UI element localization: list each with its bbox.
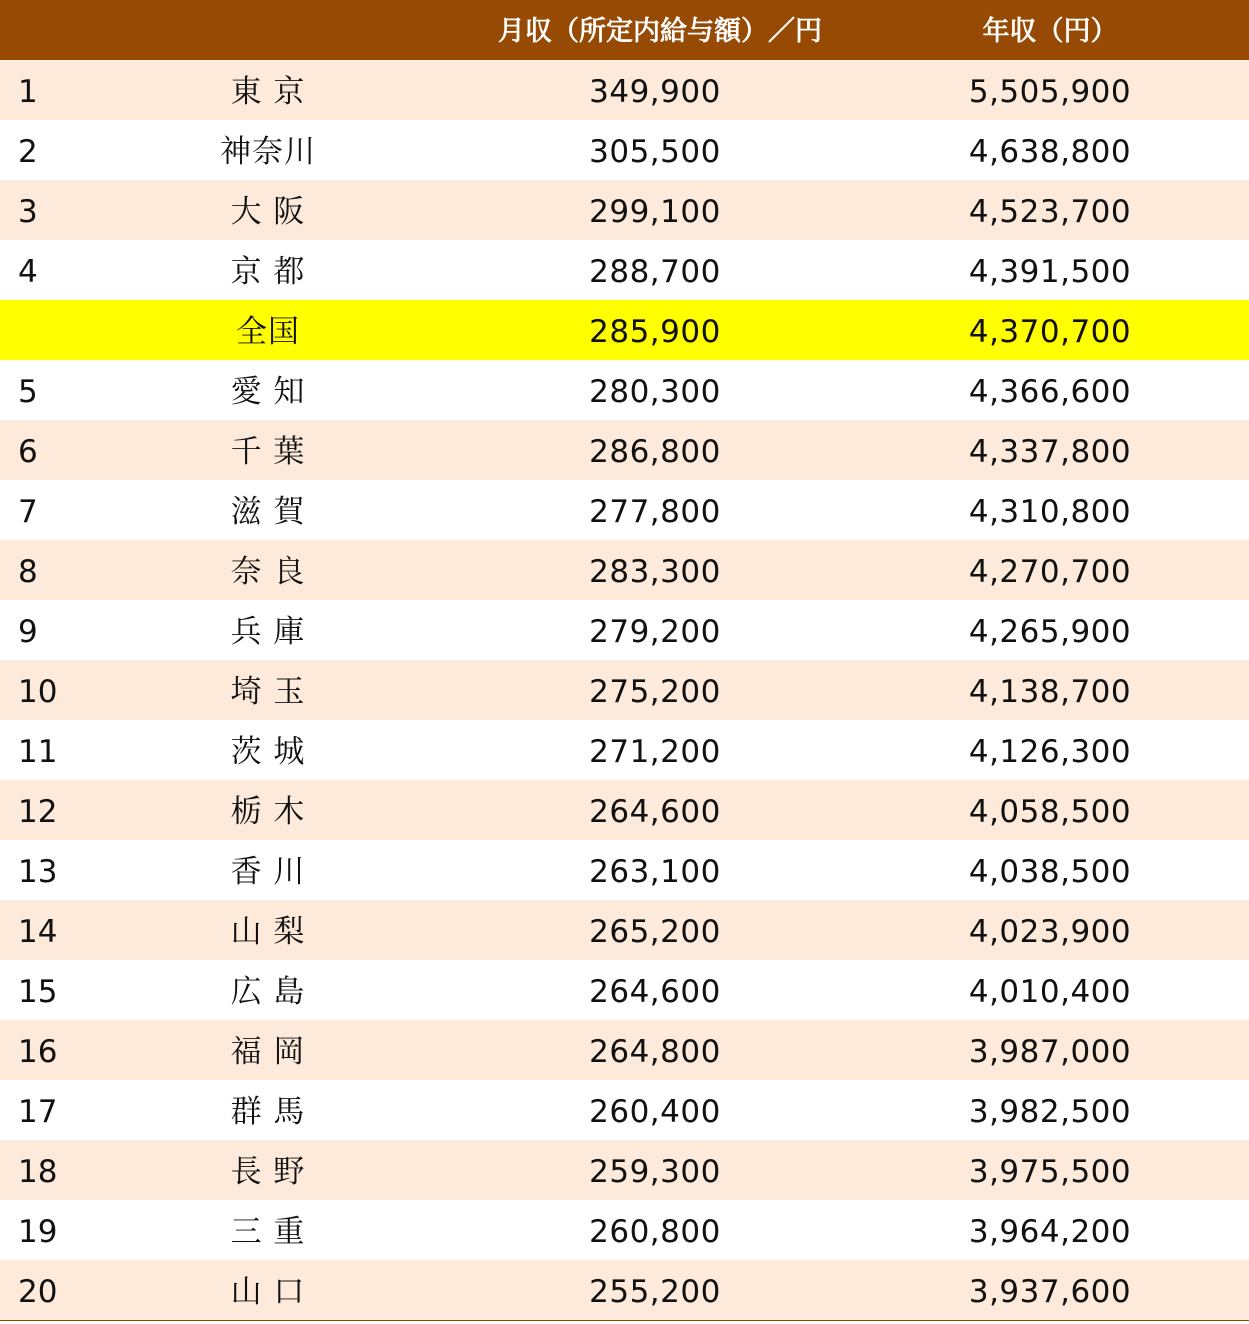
table-row (0, 120, 1249, 180)
rank-cell: 18 (18, 1154, 58, 1190)
prefecture-cell: 大 阪 (230, 194, 306, 230)
annual-income-cell: 4,023,900 (968, 914, 1132, 950)
monthly-income-cell: 286,800 (589, 434, 721, 470)
rank-cell: 6 (18, 434, 38, 470)
prefecture-cell: 埼 玉 (230, 674, 306, 710)
prefecture-cell: 長 野 (230, 1154, 306, 1190)
table-row (0, 840, 1249, 900)
annual-income-cell: 4,638,800 (968, 134, 1132, 170)
annual-income-cell: 5,505,900 (968, 74, 1132, 110)
table-row (0, 480, 1249, 540)
rank-cell: 5 (18, 374, 38, 410)
monthly-income-cell: 305,500 (589, 134, 721, 170)
annual-income-cell: 4,370,700 (968, 314, 1132, 350)
prefecture-cell: 奈 良 (230, 554, 306, 590)
rank-cell: 4 (18, 254, 38, 290)
table-row (0, 960, 1249, 1020)
table-row (0, 420, 1249, 480)
rank-cell: 3 (18, 194, 38, 230)
table-row-national-average (0, 300, 1249, 360)
prefecture-cell: 千 葉 (230, 434, 306, 470)
table-row (0, 720, 1249, 780)
annual-income-cell: 4,138,700 (968, 674, 1132, 710)
annual-income-cell: 3,937,600 (968, 1274, 1132, 1310)
rank-cell: 14 (18, 914, 58, 950)
rank-cell: 13 (18, 854, 58, 890)
rank-cell (18, 300, 98, 360)
monthly-income-cell: 259,300 (589, 1154, 721, 1190)
rank-cell: 7 (18, 494, 38, 530)
monthly-income-cell: 260,400 (589, 1094, 721, 1130)
rank-cell: 1 (18, 74, 38, 110)
table-row (0, 780, 1249, 840)
table-row (0, 60, 1249, 120)
prefecture-cell: 福 岡 (230, 1034, 306, 1070)
prefecture-cell: 山 梨 (230, 914, 306, 950)
rank-cell: 20 (18, 1274, 58, 1310)
monthly-income-cell: 299,100 (589, 194, 721, 230)
prefecture-cell: 群 馬 (230, 1094, 306, 1130)
prefecture-cell: 東 京 (230, 74, 306, 110)
prefecture-cell: 茨 城 (230, 734, 306, 770)
annual-income-cell: 4,523,700 (968, 194, 1132, 230)
table-row (0, 540, 1249, 600)
prefecture-cell: 京 都 (230, 254, 306, 290)
annual-income-cell: 4,058,500 (968, 794, 1132, 830)
annual-income-cell: 4,366,600 (968, 374, 1132, 410)
monthly-income-cell: 275,200 (589, 674, 721, 710)
monthly-income-cell: 349,900 (589, 74, 721, 110)
table-row (0, 1140, 1249, 1200)
monthly-income-cell: 277,800 (589, 494, 721, 530)
annual-income-cell: 3,964,200 (968, 1214, 1132, 1250)
table-row (0, 1260, 1249, 1320)
rank-cell: 19 (18, 1214, 58, 1250)
annual-income-cell: 3,975,500 (968, 1154, 1132, 1190)
rank-cell: 17 (18, 1094, 58, 1130)
table-row (0, 360, 1249, 420)
annual-income-cell: 3,982,500 (968, 1094, 1132, 1130)
prefecture-cell: 愛 知 (230, 374, 306, 410)
rank-cell: 9 (18, 614, 38, 650)
monthly-income-cell: 264,600 (589, 794, 721, 830)
rank-cell: 12 (18, 794, 58, 830)
table-row (0, 1200, 1249, 1260)
table-row (0, 240, 1249, 300)
annual-income-cell: 4,265,900 (968, 614, 1132, 650)
table-row (0, 660, 1249, 720)
rank-cell: 16 (18, 1034, 58, 1070)
header-annual-income: 年収（円） (982, 16, 1118, 47)
rank-cell: 11 (18, 734, 58, 770)
monthly-income-cell: 288,700 (589, 254, 721, 290)
prefecture-cell: 神奈川 (220, 134, 316, 170)
table-row (0, 1080, 1249, 1140)
prefecture-cell: 広 島 (230, 974, 306, 1010)
table-header (0, 0, 1249, 60)
monthly-income-cell: 283,300 (589, 554, 721, 590)
prefecture-cell: 滋 賀 (230, 494, 306, 530)
prefecture-cell: 香 川 (230, 854, 306, 890)
monthly-income-cell: 260,800 (589, 1214, 721, 1250)
table-body (0, 60, 1249, 1320)
rank-cell: 2 (18, 134, 38, 170)
table-row (0, 600, 1249, 660)
annual-income-cell: 4,337,800 (968, 434, 1132, 470)
prefecture-cell: 全国 (236, 314, 300, 350)
rank-cell: 8 (18, 554, 38, 590)
monthly-income-cell: 285,900 (589, 314, 721, 350)
monthly-income-cell: 271,200 (589, 734, 721, 770)
table-row (0, 180, 1249, 240)
table-row (0, 900, 1249, 960)
rank-cell: 15 (18, 974, 58, 1010)
table-row (0, 1020, 1249, 1080)
prefecture-cell: 兵 庫 (230, 614, 306, 650)
monthly-income-cell: 264,600 (589, 974, 721, 1010)
prefecture-cell: 山 口 (230, 1274, 306, 1310)
rank-cell: 10 (18, 674, 58, 710)
annual-income-cell: 4,310,800 (968, 494, 1132, 530)
header-monthly-income: 月収（所定内給与額）／円 (498, 16, 822, 47)
annual-income-cell: 4,391,500 (968, 254, 1132, 290)
monthly-income-cell: 264,800 (589, 1034, 721, 1070)
monthly-income-cell: 255,200 (589, 1274, 721, 1310)
annual-income-cell: 3,987,000 (968, 1034, 1132, 1070)
monthly-income-cell: 280,300 (589, 374, 721, 410)
annual-income-cell: 4,270,700 (968, 554, 1132, 590)
annual-income-cell: 4,038,500 (968, 854, 1132, 890)
monthly-income-cell: 263,100 (589, 854, 721, 890)
prefecture-cell: 栃 木 (230, 794, 306, 830)
annual-income-cell: 4,010,400 (968, 974, 1132, 1010)
monthly-income-cell: 279,200 (589, 614, 721, 650)
annual-income-cell: 4,126,300 (968, 734, 1132, 770)
prefecture-cell: 三 重 (230, 1214, 306, 1250)
monthly-income-cell: 265,200 (589, 914, 721, 950)
